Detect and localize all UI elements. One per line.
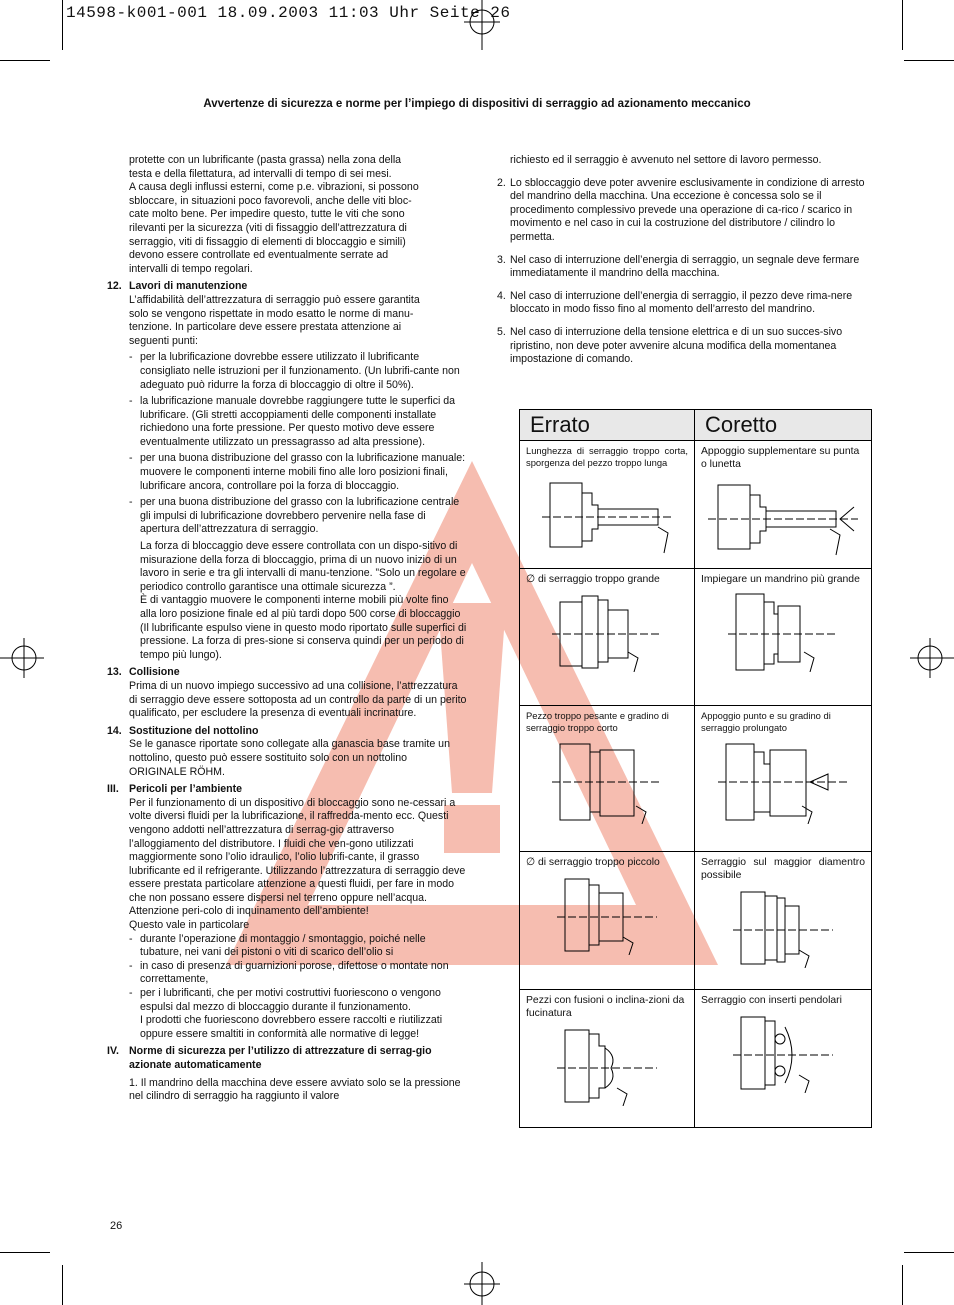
dash-item: - per una buona distribuzione del grasso con la lubrificazione centrale gli impulsi di lubrificazione dovrebbero pervenire nella fase di apertura dell’attrezzatura di serraggio. <box>107 496 467 537</box>
section-number: 13. <box>107 666 122 679</box>
table-row <box>520 852 872 990</box>
numbered-item: 4. Nel caso di interruzione dell’energia di serraggio, il pezzo deve rima-nere bloccato in modo fisso fino al momento dell’arresto del mandrino. <box>497 290 867 317</box>
text-line: rilevanti per la sicurezza (viti di fissaggio dell’attrezzatura di <box>129 221 407 234</box>
section-title: Norme di sicurezza per l’utilizzo di attrezzature di serrag-gio azionate automaticamente <box>129 1045 432 1071</box>
forged-workpiece-diagram-icon <box>557 1026 657 1106</box>
table-row <box>520 569 872 706</box>
text-line: A causa degli influssi esterni, come p.e. vibrazioni, si possono <box>129 181 419 194</box>
table-cell-correct <box>695 441 872 569</box>
section-body: Prima di un nuovo impiego successivo ad una collisione, l’attrezzatura di serraggio deve essere sottoposta ad un controllo da parte di un perito qualificato, per escludere la presenza di eventuali incrinature. <box>129 679 467 720</box>
numbered-item: 5. Nel caso di interruzione della tensione elettrica e di un suo succes-sivo ripristino, non deve poter avvenire alcuna modifica della momentanea impostazione di comando. <box>497 326 867 367</box>
table-row <box>520 706 872 852</box>
crop-mark <box>902 1265 903 1305</box>
crop-mark <box>62 1265 63 1305</box>
item-text: Lo sbloccaggio deve poter avvenire esclusivamente in condizione di arresto del mandrino della macchina. Una eccezione è concessa solo se il procedimento complessivo prevede una operazione di ca-rico / scarico in movimento e nel caso in cui la costruzione del distributore / cilindro lo permetta. <box>510 176 865 243</box>
item-text: Nel caso di interruzione della tensione elettrica e di un suo succes-sivo ripristino, non deve poter avvenire alcuna modifica della momentanea impostazione di comando. <box>510 325 843 366</box>
section-number: III. <box>107 783 119 796</box>
dash-text: la lubrificazione manuale dovrebbe raggiungere tutte le superfici da lubrificare. (Gli stretti accoppiamenti delle componenti installate richiedono una forte pressione. Per questo motivo deve essere eventualmente utilizzato un pressagrasso ad alta pressione). <box>140 395 456 448</box>
dash-item: - la lubrificazione manuale dovrebbe raggiungere tutte le superfici da lubrificare. (Gli stretti accoppiamenti delle componenti installate richiedono una forte pressione. Per questo motivo deve essere eventualmente utilizzato un pressagrasso ad alta pressione). <box>107 395 467 449</box>
dash-text: in caso di presenza di guarnizioni porose, difettose o montate non correttamente, <box>140 959 449 986</box>
section-heading <box>107 725 467 739</box>
dash-text: per la lubrificazione dovrebbe essere utilizzato il lubrificante consigliato nelle istruzioni per il funzionamento. (Un lubrifi-cante non adeguato può ridurre la forza di bloccaggio di oltre il 50%). <box>140 351 460 391</box>
section-title: Lavori di manutenzione <box>129 280 248 293</box>
table-header-row <box>520 410 872 441</box>
registration-mark-icon <box>462 0 502 50</box>
document-title: Avvertenze di sicurezza e norme per l’impiego di dispositivi di serraggio ad azionamento meccanico <box>203 98 751 110</box>
cell-text: Impiegare un mandrino più grande <box>701 574 860 585</box>
section-body: Per il funzionamento di un dispositivo di bloccaggio sono ne-cessari a volte diversi fluidi per la lubrificazione, il raffredda-mento ecc. Questi vengono addotti nell’attrezzatura di serrag-gio attraverso l’alloggiamento del distributore. I fluidi che ven-gono utilizzati maggiormente sono l’olio idraulico, l’olio lubrifi-cante, il grasso lubrificante ed il refrigerante. Utilizzando l’attrezzatura di serraggio deve essere prestata particolare attenzione a questi fluidi, per fare in modo che non possano essere dispersi nel terreno oppure nell’acqua. Attenzione peri-colo di inquinamento dell’ambiente! <box>129 796 466 918</box>
paragraph: La forza di bloccaggio deve essere controllata con un dispo-sitivo di misurazione della forza di bloccaggio, prima di un nuovo inizio di un lavoro in serie e tra gli intervalli di manu-tenzione. ”Solo un regolare e periodico controllo garantisce una ottimale sicurezza ”. <box>140 540 466 593</box>
left-column <box>107 154 467 1104</box>
item-text: Nel caso di interruzione dell’energia di serraggio, il pezzo deve rima-nere bloccato in modo fisso fino al momento dell’arresto del mandrino. <box>510 289 853 316</box>
table-row <box>520 990 872 1128</box>
section-number: 14. <box>107 724 122 737</box>
print-slug: 14598-k001-001 18.09.2003 11:03 Uhr Seite 26 <box>66 4 511 22</box>
paragraph: È di vantaggio muovere le componenti interne mobili più volte fino alla loro posizione finale ed al più tardi dopo 500 corse di bloccaggio (Il lubrificante espulso viene in questo modo riportato sulle superfici di pressione. La forza di pres-sione si conserva quindi per un periodo di tempo più lungo). <box>140 594 467 661</box>
cell-text: Pezzi con fusioni o inclina-zioni da fucinatura <box>526 995 685 1019</box>
crop-mark <box>904 60 954 61</box>
text-line: L’affidabilità dell’attrezzatura di serraggio può essere garantita <box>129 293 420 306</box>
cell-text: Lunghezza di serraggio troppo corta, sporgenza del pezzo troppo lunga <box>526 445 688 468</box>
undersize-diameter-diagram-icon <box>557 875 657 955</box>
crop-mark <box>0 60 50 61</box>
text-line: devono essere controllate ed eventualmente serrate ad <box>129 249 389 262</box>
section-heading <box>107 783 467 797</box>
section-heading <box>107 1045 467 1072</box>
table-cell-correct <box>695 706 872 852</box>
cell-text: Serraggio con inserti pendolari <box>701 995 842 1006</box>
intro-paragraph <box>107 154 467 276</box>
paragraph: I prodotti che fuoriescono dovrebbero essere raccolti e riutilizzati oppure essere smaltiti in conformità alle normative di legge! <box>140 1014 443 1040</box>
table-cell-wrong <box>520 706 695 852</box>
text-line: solo se vengono rispettate in modo esatto le norme di manu- <box>129 307 414 320</box>
larger-chuck-diagram-icon <box>728 592 838 672</box>
text-line: tenzione. In particolare deve essere prestata attenzione ai <box>129 321 402 334</box>
registration-mark-icon <box>910 636 954 680</box>
cell-text: Appoggio punto e su gradino di serraggio prolungato <box>701 710 831 733</box>
oversize-workpiece-diagram-icon <box>552 592 662 672</box>
table-cell-wrong <box>520 441 695 569</box>
dash-item: - in caso di presenza di guarnizioni porose, difettose o montate non correttamente, <box>107 960 467 987</box>
dash-text: per una buona distribuzione del grasso con la lubrificazione manuale: muovere le componenti interne mobili fino alle loro posizioni finali, lubrificare ancora, controllare poi la forza di bloccaggio. <box>140 452 466 492</box>
text-line: cate molto bene. Per impedire questo, tutte le viti che sono <box>129 208 405 221</box>
paragraph: richiesto ed il serraggio è avvenuto nel settore di lavoro permesso. <box>510 154 822 166</box>
text-line: seguenti punti: <box>129 334 198 347</box>
table-cell-wrong <box>520 990 695 1128</box>
table-cell-correct <box>695 569 872 706</box>
item-text: Nel caso di interruzione dell’energia di serraggio, un segnale deve fermare immediatamente il mandrino della macchina. <box>510 253 860 280</box>
extended-step-diagram-icon <box>718 740 848 824</box>
max-diameter-diagram-icon <box>733 888 833 968</box>
pendulum-insert-diagram-icon <box>733 1013 833 1093</box>
dash-text: per i lubrificanti, che per motivi costruttivi fuoriescono o vengono espulsi dal mezzo di bloccaggio durante il funzionamento. <box>140 987 441 1013</box>
crop-mark <box>0 1252 50 1253</box>
crop-mark <box>902 0 903 50</box>
registration-mark-icon <box>462 1262 502 1305</box>
table-row <box>520 441 872 569</box>
dash-text: per una buona distribuzione del grasso con la lubrificazione centrale gli impulsi di lubrificazione dovrebbero pervenire nella fase di apertura dell’attrezzatura di serraggio. <box>140 496 460 536</box>
dash-text: durante l’operazione di montaggio / smontaggio, poiché nelle tubature, nei vani dei pistoni o viti di scarico dell’olio si <box>140 932 426 959</box>
numbered-item: 1. Il mandrino della macchina deve essere avviato solo se la pressione nel cilindro di serraggio ha raggiunto il valore <box>129 1076 461 1103</box>
dash-item: - per una buona distribuzione del grasso con la lubrificazione manuale: muovere le componenti interne mobili fino alle loro posizioni finali, lubrificare ancora, controllare poi la forza di bloccaggio. <box>129 452 466 492</box>
text-line: testa e della filettatura, ad intervalli di tempo di sei mesi. <box>129 167 392 180</box>
table-cell-wrong <box>520 569 695 706</box>
text-line: protette con un lubrificante (pasta grassa) nella zona della <box>129 154 402 166</box>
numbered-item: 3. Nel caso di interruzione dell’energia di serraggio, un segnale deve fermare immediatamente il mandrino della macchina. <box>497 254 867 281</box>
table-cell-correct <box>695 852 872 990</box>
cell-text: Serraggio sul maggior diamentro possibile <box>701 857 865 881</box>
section-body <box>107 294 467 348</box>
heavy-workpiece-diagram-icon <box>552 740 662 824</box>
section-title: Collisione <box>129 666 180 679</box>
numbered-item: 2. Lo sbloccaggio deve poter avvenire esclusivamente in condizione di arresto del mandrino della macchina. Una eccezione è concessa solo se il procedimento complessivo prevede una operazione di ca-rico / scarico in movimento e nel caso in cui la costruzione del distributore / cilindro lo permetta. <box>497 177 867 245</box>
dash-item: - per i lubrificanti, che per motivi costruttivi fuoriescono o vengono espulsi dal mezzo di bloccaggio durante il funzionamento. <box>107 987 467 1014</box>
cell-text: Appoggio supplementare su punta o lunetta <box>701 446 860 470</box>
section-number: 12. <box>107 280 122 293</box>
section-heading <box>107 280 467 294</box>
table-cell-correct <box>695 990 872 1128</box>
table-cell-wrong <box>520 852 695 990</box>
section-number: IV. <box>107 1045 119 1058</box>
crop-mark <box>62 0 63 50</box>
registration-mark-icon <box>0 636 44 680</box>
cell-text: ∅ di serraggio troppo grande <box>526 574 660 585</box>
column-header-correct: Coretto <box>695 410 872 441</box>
cell-text: Pezzo troppo pesante e gradino di serraggio troppo corto <box>526 710 669 733</box>
page-number: 26 <box>110 1220 123 1232</box>
tailstock-support-diagram-icon <box>708 477 858 557</box>
clamping-comparison-table <box>519 409 872 1128</box>
section-title: Sostituzione del nottolino <box>129 724 259 737</box>
text-line: serraggio, viti di fissaggio di elementi di bloccaggio e simili) <box>129 235 406 248</box>
section-body: Se le ganasce riportate sono collegate alla ganascia base tramite un nottolino, questo può essere sostituito solo con un nottolino ORIGINALE RÖHM. <box>129 738 450 778</box>
section-heading <box>107 666 467 680</box>
column-header-wrong: Errato <box>520 410 695 441</box>
section-body: Questo vale in particolare <box>129 919 250 932</box>
cell-text: ∅ di serraggio troppo piccolo <box>526 857 660 868</box>
dash-item: - durante l’operazione di montaggio / smontaggio, poiché nelle tubature, nei vani dei pistoni o viti di scarico dell’olio si <box>107 933 467 960</box>
long-overhang-diagram-icon <box>542 475 672 555</box>
right-column <box>497 154 867 376</box>
section-title: Pericoli per l’ambiente <box>129 783 243 796</box>
crop-mark <box>904 1252 954 1253</box>
text-line: sbloccare, in situazioni poco favorevoli, anche delle viti bloc- <box>129 194 412 207</box>
dash-item: - per la lubrificazione dovrebbe essere utilizzato il lubrificante consigliato nelle istruzioni per il funzionamento. (Un lubrifi-cante non adeguato può ridurre la forza di bloccaggio di oltre il 50%). <box>107 351 467 392</box>
text-line: intervalli di tempo regolari. <box>129 262 253 275</box>
